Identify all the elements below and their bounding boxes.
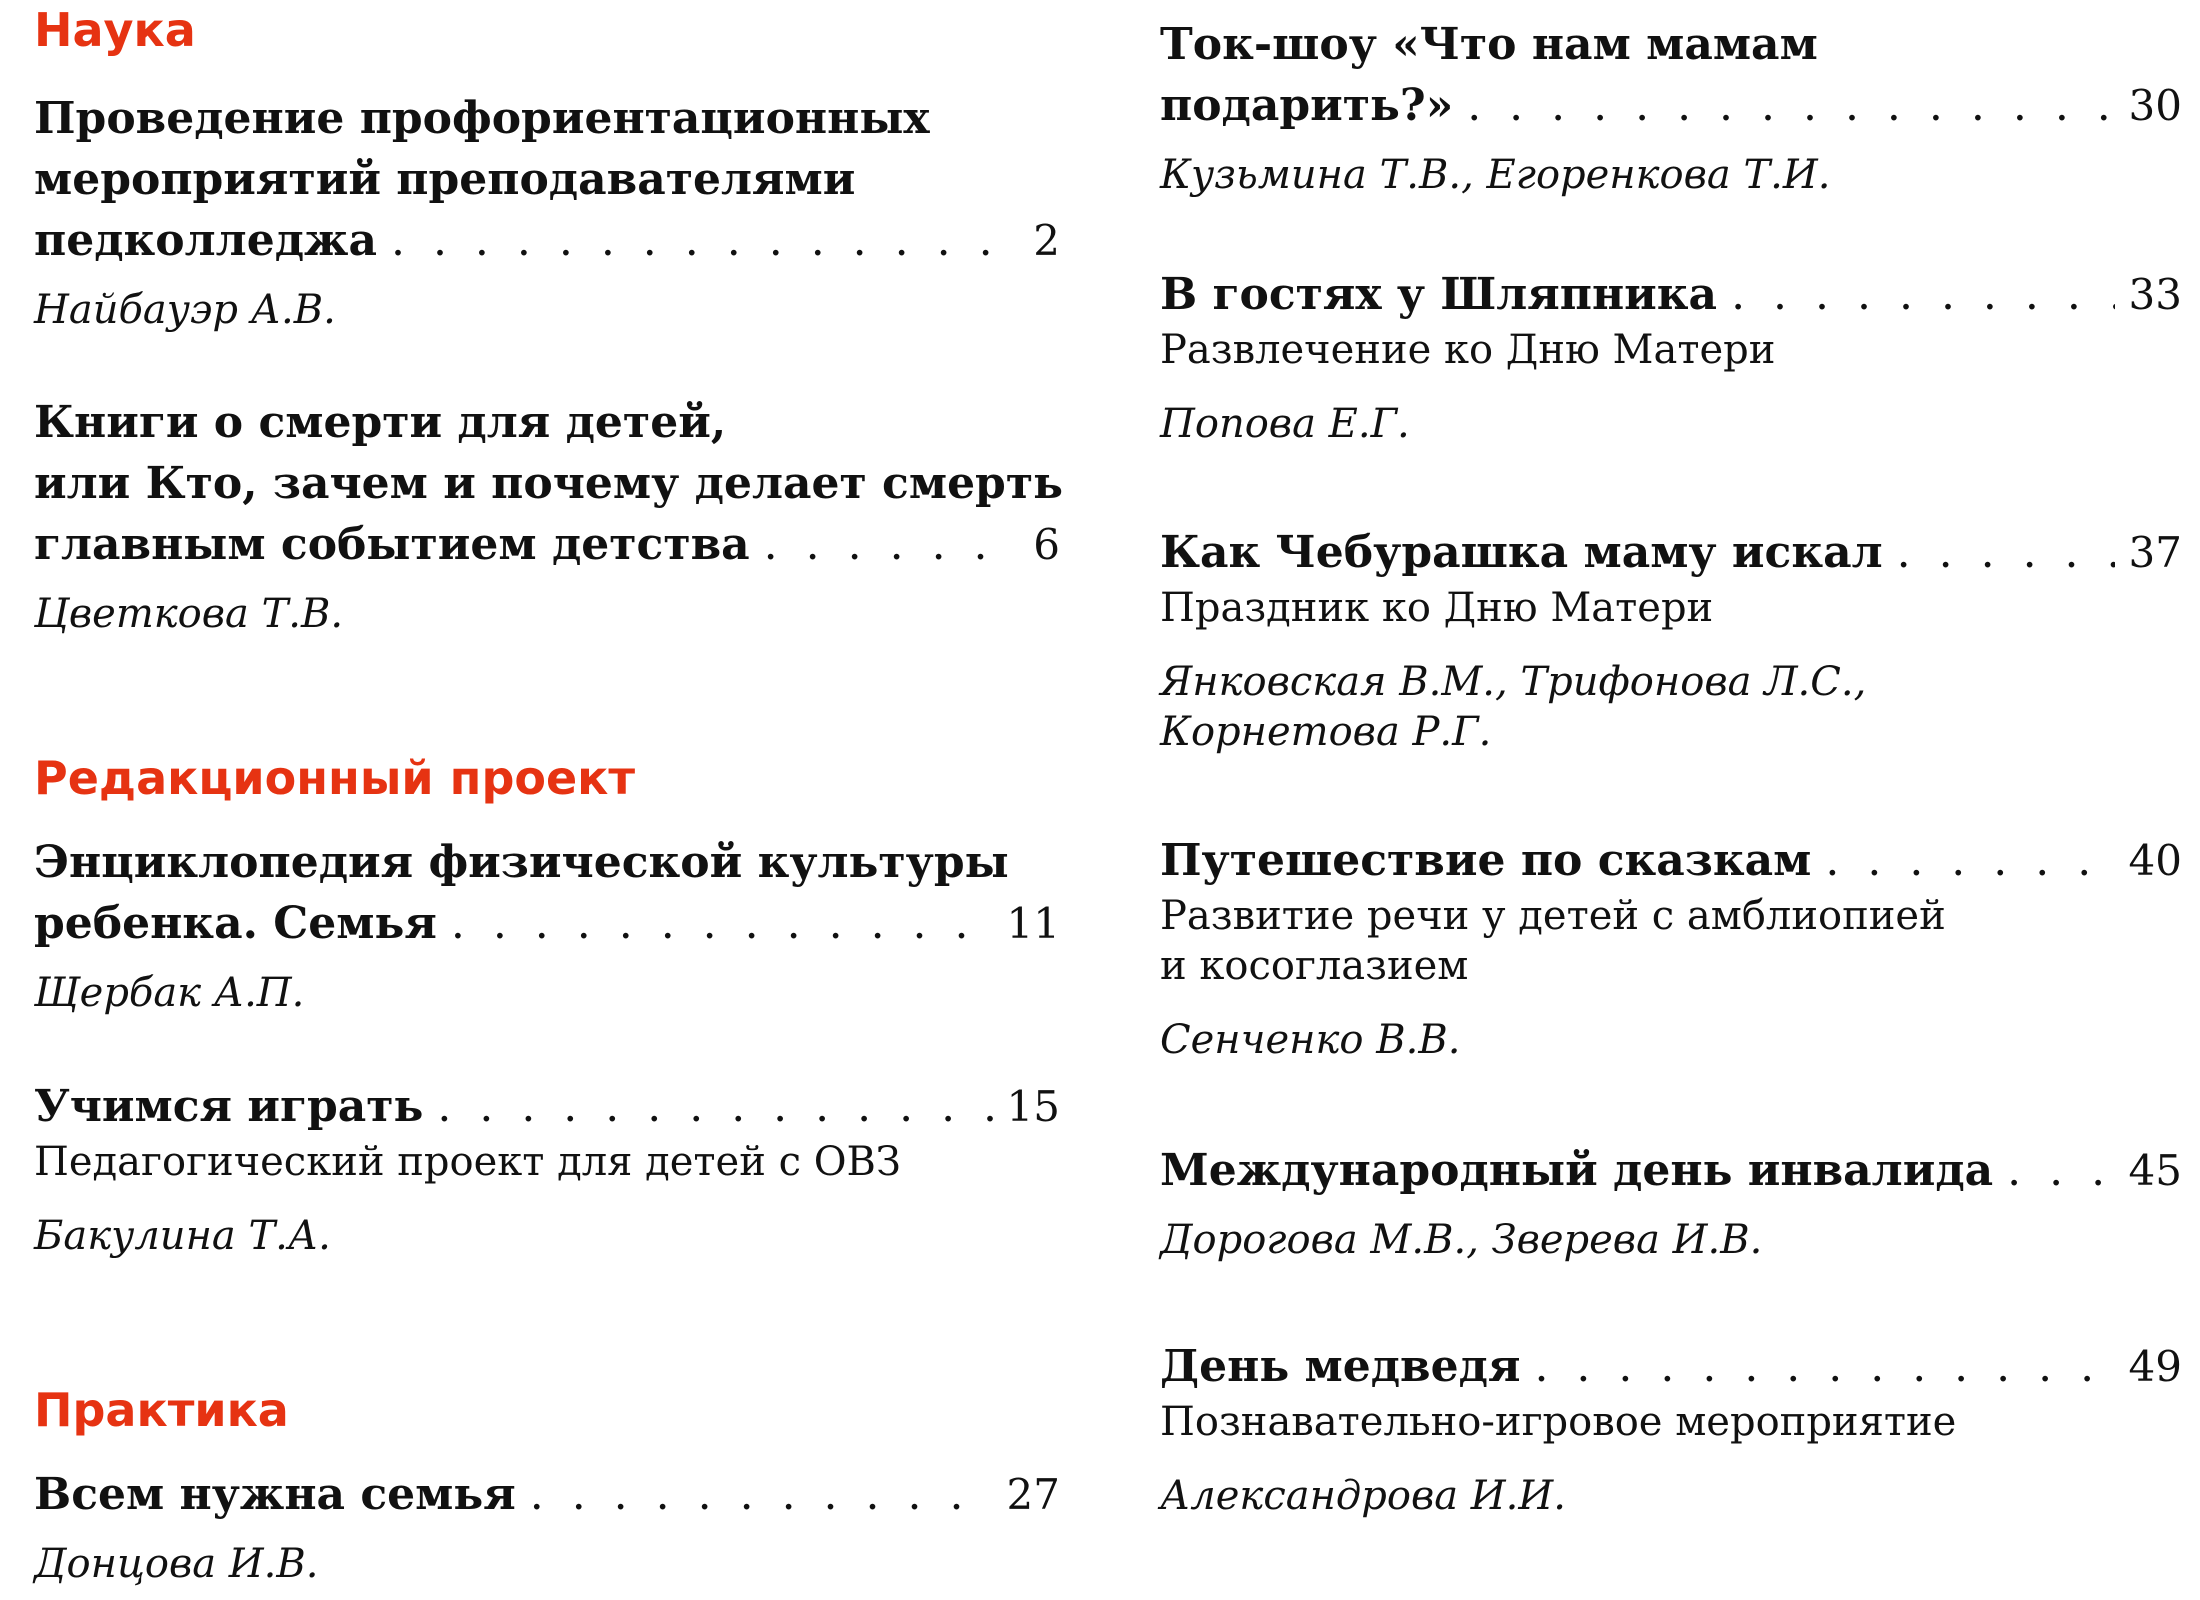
page-number: 45 (2128, 1146, 2182, 1195)
page-number: 33 (2128, 270, 2182, 319)
page-number: 37 (2128, 528, 2182, 577)
toc-entry[interactable] (1160, 522, 2182, 757)
dot-leader (1883, 522, 2115, 583)
title-line: Международный день инвалида (1160, 1145, 1994, 1196)
title-line: Проведение профориентационных (34, 93, 930, 144)
title-line: Всем нужна семья (34, 1469, 516, 1520)
toc-entry[interactable] (1160, 830, 2182, 1065)
author-line: Кузьмина Т.В., Егоренкова Т.И. (1160, 152, 1831, 198)
author-line: Александрова И.И. (1160, 1473, 1566, 1519)
article-author (1160, 657, 2182, 757)
subtitle-line: Познавательно-игровое мероприятие (1160, 1399, 1957, 1445)
dot-leader (377, 210, 1019, 271)
toc-entry[interactable] (1160, 14, 2182, 200)
article-title (34, 392, 1063, 575)
subtitle-line: Праздник ко Дню Матери (1160, 585, 1714, 631)
article-author (34, 589, 1060, 639)
title-line: Книги о смерти для детей, (34, 397, 727, 448)
article-title (1160, 1336, 2182, 1397)
dot-leader (437, 893, 993, 954)
dot-leader (1717, 264, 2114, 325)
title-line: главным событием детства (34, 519, 750, 570)
title-line: В гостях у Шляпника (1160, 269, 1718, 320)
toc-entry[interactable] (34, 1464, 1060, 1589)
article-author (34, 1211, 1060, 1261)
author-line: Корнетова Р.Г. (1160, 709, 1492, 755)
article-author (1160, 1215, 2182, 1265)
article-title (34, 1464, 1060, 1525)
article-subtitle (1160, 325, 2182, 375)
page-number: 27 (1006, 1470, 1060, 1519)
dot-leader (516, 1464, 993, 1525)
article-subtitle (1160, 1397, 2182, 1447)
page-number: 40 (2128, 836, 2182, 885)
dot-leader (750, 514, 1020, 575)
dot-leader (423, 1076, 992, 1137)
title-line: педколледжа (34, 215, 377, 266)
subtitle-line: Развлечение ко Дню Матери (1160, 327, 1776, 373)
title-line: Путешествие по сказкам (1160, 835, 1812, 886)
title-line: мероприятий преподавателями (34, 154, 856, 205)
article-author (34, 968, 1060, 1018)
subtitle-line: и косоглазием (1160, 943, 1469, 989)
dot-leader (1993, 1140, 2114, 1201)
page-number: 6 (1033, 520, 1060, 569)
author-line: Попова Е.Г. (1160, 401, 1410, 447)
page-number: 49 (2128, 1342, 2182, 1391)
title-line: Энциклопедия физической культуры (34, 837, 1009, 888)
author-line: Цветкова Т.В. (34, 591, 344, 637)
toc-entry[interactable] (1160, 264, 2182, 449)
author-line: Донцова И.В. (34, 1541, 319, 1587)
toc-entry[interactable] (34, 88, 1060, 335)
section-heading-science: Наука (34, 3, 196, 57)
article-author (1160, 1015, 2182, 1065)
page-number: 30 (2128, 81, 2182, 130)
author-line: Янковская В.М., Трифонова Л.С., (1160, 659, 1867, 705)
subtitle-line: Развитие речи у детей с амблиопией (1160, 893, 1946, 939)
page-number: 11 (1006, 899, 1060, 948)
author-line: Сенченко В.В. (1160, 1017, 1461, 1063)
article-title (1160, 830, 2182, 891)
article-title (1160, 1140, 2182, 1201)
article-author (34, 1539, 1060, 1589)
dot-leader (1811, 830, 2114, 891)
author-line: Найбауэр А.В. (34, 287, 336, 333)
title-line: Учимся играть (34, 1081, 424, 1132)
article-title (34, 1076, 1060, 1137)
dot-leader (1520, 1336, 2114, 1397)
toc-entry[interactable] (34, 832, 1060, 1018)
toc-entry[interactable] (34, 392, 1063, 639)
section-heading-practice: Практика (34, 1383, 289, 1437)
title-line: или Кто, зачем и почему делает смерть (34, 458, 1063, 509)
article-author (1160, 150, 2182, 200)
article-title (1160, 522, 2182, 583)
article-author (34, 285, 1060, 335)
title-line: День медведя (1160, 1341, 1521, 1392)
author-line: Бакулина Т.А. (34, 1213, 331, 1259)
page-number: 15 (1006, 1082, 1060, 1131)
title-line: ребенка. Семья (34, 898, 437, 949)
article-subtitle (34, 1137, 1060, 1187)
title-line: Ток-шоу «Что нам мамам (1160, 19, 1818, 70)
article-title (34, 832, 1060, 954)
subtitle-line: Педагогический проект для детей с ОВЗ (34, 1139, 901, 1185)
article-subtitle (1160, 891, 2182, 991)
toc-entry[interactable] (1160, 1336, 2182, 1521)
article-author (1160, 1471, 2182, 1521)
title-line: Как Чебурашка маму искал (1160, 527, 1883, 578)
section-heading-editorial-project: Редакционный проект (34, 751, 636, 805)
article-author (1160, 399, 2182, 449)
article-title (1160, 264, 2182, 325)
article-title (1160, 14, 2182, 136)
author-line: Щербак А.П. (34, 970, 305, 1016)
toc-entry[interactable] (1160, 1140, 2182, 1265)
page-number: 2 (1033, 216, 1060, 265)
title-line: подарить?» (1160, 80, 1454, 131)
author-line: Дорогова М.В., Зверева И.В. (1160, 1217, 1763, 1263)
dot-leader (1453, 75, 2114, 136)
toc-entry[interactable] (34, 1076, 1060, 1261)
article-subtitle (1160, 583, 2182, 633)
article-title (34, 88, 1060, 271)
